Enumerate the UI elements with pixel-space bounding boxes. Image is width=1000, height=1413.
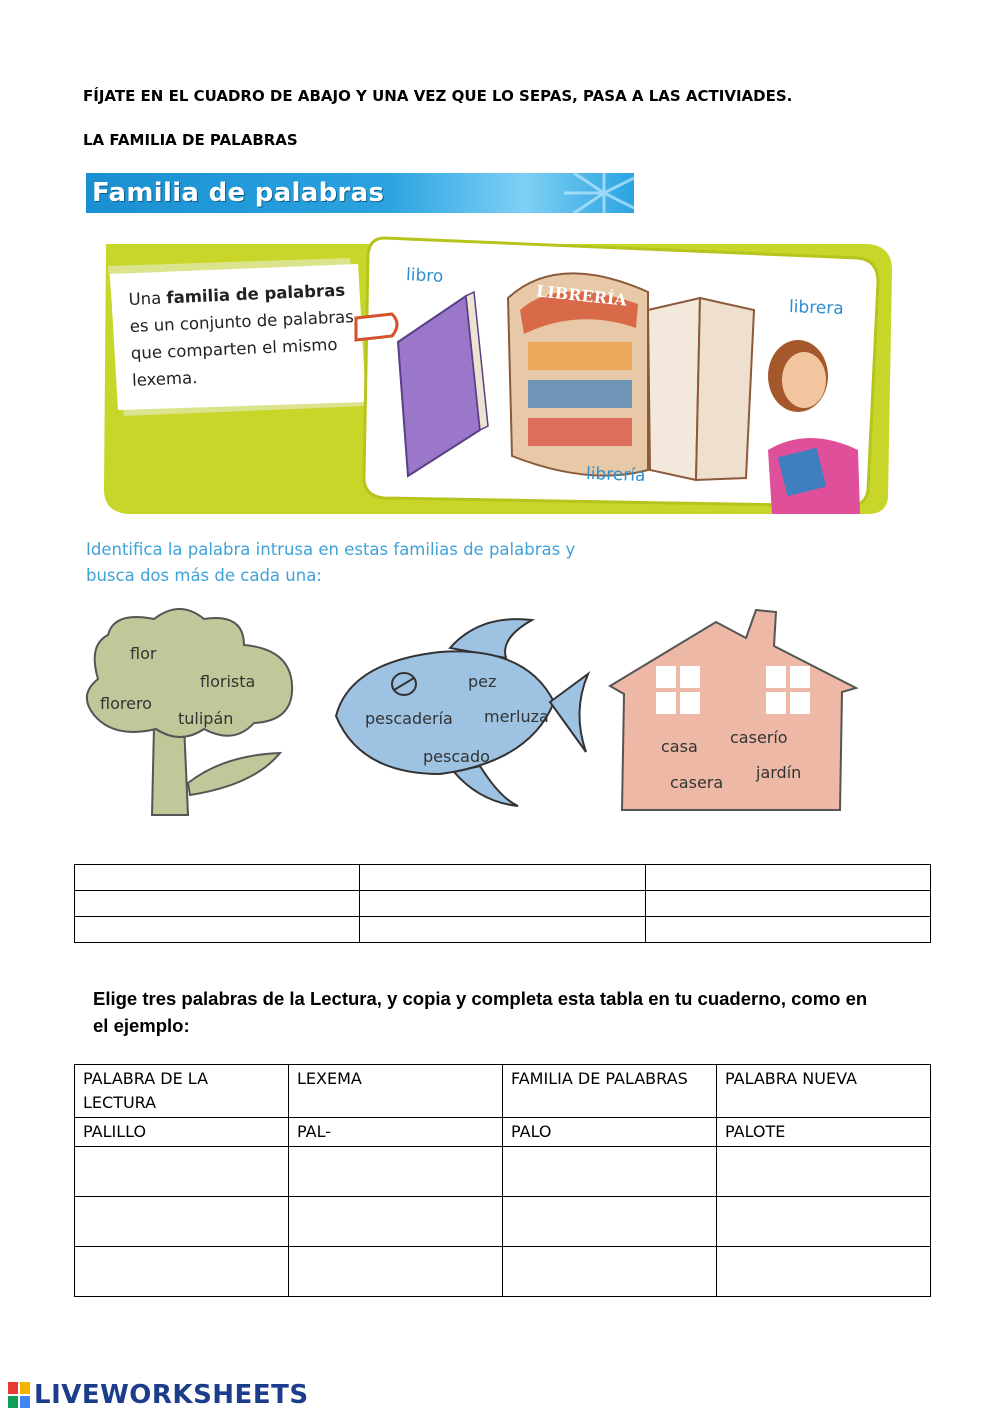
banner-title bbox=[86, 173, 634, 213]
answer-cell[interactable] bbox=[75, 1147, 289, 1197]
exercise-line2: busca dos más de cada una: bbox=[86, 566, 322, 585]
answer-cell[interactable] bbox=[503, 1247, 717, 1297]
answer-cell[interactable] bbox=[717, 1147, 931, 1197]
footer-logo[interactable] bbox=[8, 1380, 309, 1410]
answer-cell[interactable] bbox=[289, 1147, 503, 1197]
exercise-text bbox=[86, 537, 575, 589]
table-row bbox=[75, 865, 931, 891]
answer-cell[interactable] bbox=[75, 917, 360, 943]
elige-text bbox=[93, 985, 953, 1039]
table-row bbox=[75, 1118, 931, 1147]
tree-word: florero bbox=[100, 694, 152, 713]
answer-cell[interactable] bbox=[360, 891, 645, 917]
lexema-table bbox=[74, 1064, 931, 1297]
label-librera: librera bbox=[788, 297, 845, 319]
fish-word: pescadería bbox=[365, 709, 453, 728]
answer-cell[interactable] bbox=[645, 891, 930, 917]
definition-line1-prefix: Una bbox=[128, 288, 167, 309]
banner-title-text: Familia de palabras bbox=[92, 178, 385, 208]
house-word: casera bbox=[670, 773, 724, 792]
example-cell: PAL- bbox=[289, 1118, 503, 1147]
column-header: FAMILIA DE PALABRAS bbox=[503, 1065, 717, 1118]
answer-cell[interactable] bbox=[75, 1247, 289, 1297]
elige-line2: el ejemplo: bbox=[93, 1015, 190, 1036]
definition-text bbox=[128, 276, 357, 394]
column-header: PALABRA NUEVA bbox=[717, 1065, 931, 1118]
label-libro: libro bbox=[405, 265, 444, 287]
label-libreria-sign: LIBRERÍA bbox=[535, 281, 628, 310]
tree-word: flor bbox=[130, 644, 157, 663]
liveworksheets-logo-icon bbox=[8, 1382, 30, 1408]
table-row bbox=[75, 1197, 931, 1247]
definition-line3: que comparten el mismo bbox=[130, 334, 338, 363]
sunburst-icon bbox=[514, 173, 634, 213]
tree-word: florista bbox=[200, 672, 256, 691]
elige-line1: Elige tres palabras de la Lectura, y copia y completa esta tabla en tu cuaderno, como en bbox=[93, 988, 868, 1009]
fish-word: pez bbox=[468, 672, 497, 691]
answer-cell[interactable] bbox=[503, 1197, 717, 1247]
footer-logo-text: LIVEWORKSHEETS bbox=[34, 1380, 309, 1410]
answer-cell[interactable] bbox=[289, 1247, 503, 1297]
definition-bold: familia de palabras bbox=[166, 280, 346, 308]
answer-cell[interactable] bbox=[75, 865, 360, 891]
bookstore-icon bbox=[508, 273, 754, 480]
label-libreria: librería bbox=[585, 463, 646, 487]
answer-cell[interactable] bbox=[360, 917, 645, 943]
fish-word: pescado bbox=[423, 747, 490, 766]
exercise-line1: Identifica la palabra intrusa en estas familias de palabras y bbox=[86, 540, 576, 559]
answer-cell[interactable] bbox=[75, 1197, 289, 1247]
table-row bbox=[75, 891, 931, 917]
example-cell: PALILLO bbox=[75, 1118, 289, 1147]
answer-cell[interactable] bbox=[75, 891, 360, 917]
answer-cell[interactable] bbox=[717, 1247, 931, 1297]
definition-line2: es un conjunto de palabras bbox=[129, 307, 355, 336]
example-cell: PALOTE bbox=[717, 1118, 931, 1147]
instruction-text: FÍJATE EN EL CUADRO DE ABAJO Y UNA VEZ QUE LO SEPAS, PASA A LAS ACTIVIADES. bbox=[83, 87, 793, 105]
column-header: PALABRA DE LA LECTURA bbox=[75, 1065, 289, 1118]
section-title: LA FAMILIA DE PALABRAS bbox=[83, 131, 298, 149]
answer-cell[interactable] bbox=[717, 1197, 931, 1247]
house-icon bbox=[606, 606, 862, 814]
house-word: casa bbox=[661, 737, 698, 756]
answer-cell[interactable] bbox=[503, 1147, 717, 1197]
house-word: jardín bbox=[756, 763, 802, 782]
table-row bbox=[75, 1147, 931, 1197]
answer-cell[interactable] bbox=[360, 865, 645, 891]
example-cell: PALO bbox=[503, 1118, 717, 1147]
answer-table bbox=[74, 864, 931, 943]
answer-cell[interactable] bbox=[645, 865, 930, 891]
fish-word: merluza bbox=[484, 707, 549, 726]
answer-cell[interactable] bbox=[289, 1197, 503, 1247]
table-row bbox=[75, 917, 931, 943]
column-header: LEXEMA bbox=[289, 1065, 503, 1118]
answer-cell[interactable] bbox=[645, 917, 930, 943]
definition-line4: lexema. bbox=[131, 368, 198, 390]
table-row bbox=[75, 1247, 931, 1297]
table-header-row bbox=[75, 1065, 931, 1118]
tree-word: tulipán bbox=[178, 709, 234, 728]
house-word: caserío bbox=[730, 728, 788, 747]
